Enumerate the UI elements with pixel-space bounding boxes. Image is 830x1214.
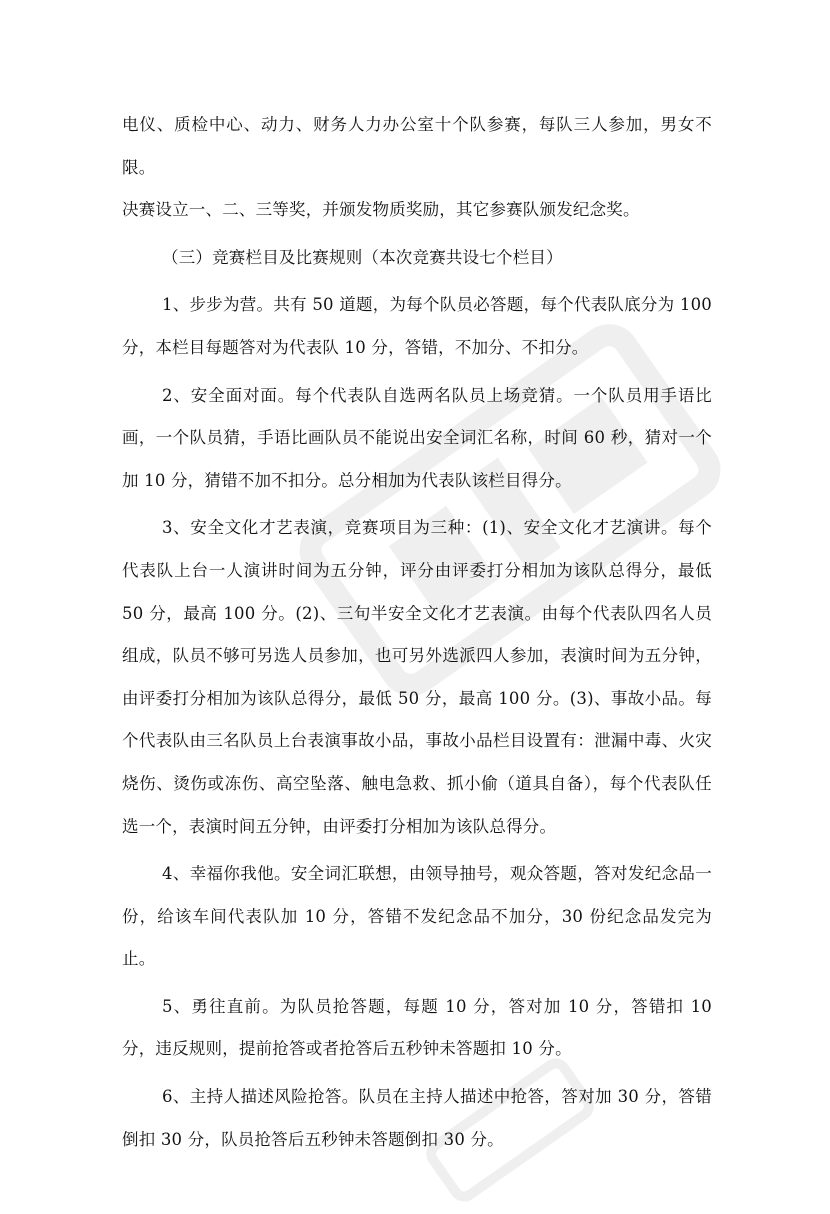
rule-item-1: 1、步步为营。共有 50 道题，为每个队员必答题，每个代表队底分为 100 分，本栏目每题答对为代表队 10 分，答错，不加分、不扣分。 [122, 295, 712, 357]
document-body [122, 104, 712, 1161]
rule-item-4: 4、幸福你我他。安全词汇联想，由领导抽号，观众答题，答对发纪念品一份，给该车间代表队加 10 分，答错不发纪念品不加分，30 份纪念品发完为止。 [122, 864, 712, 969]
rule-item-5: 5、勇往直前。为队员抢答题，每题 10 分，答对加 10 分，答错扣 10 分，违反规则，提前抢答或者抢答后五秒钟未答题扣 10 分。 [122, 996, 712, 1059]
rule-item-2: 2、安全面对面。每个代表队自选两名队员上场竞猜。一个队员用手语比画，一个队员猜，手语比画队员不能说出安全词汇名称，时间 60 秒，猜对一个加 10 分，猜错不加不扣分。总分相加为代表队该栏目得分。 [122, 385, 712, 490]
intro-line-2: 决赛设立一、二、三等奖，并颁发物质奖励，其它参赛队颁发纪念奖。 [122, 200, 640, 220]
rule-item-6: 6、主持人描述风险抢答。队员在主持人描述中抢答，答对加 30 分，答错倒扣 30 分，队员抢答后五秒钟未答题倒扣 30 分。 [122, 1087, 712, 1149]
rule-item-3: 3、安全文化才艺表演，竞赛项目为三种：(1)、安全文化才艺演讲。每个代表队上台一人演讲时间为五分钟，评分由评委打分相加为该队总得分，最低 50 分，最高 100 分。(2)、三句半安全文化才艺表演。由每个代表队四名人员组成，队员不够可另选人员参加，也可另外选派四人参加，表演时间为五分钟，由评委打分相加为该队总得分，最低 50 分，最高 100 分。(3)、事故小品。每个代表队由三名队员上台表演事故小品，事故小品栏目设置有：泄漏中毒、火灾烧伤、烫伤或冻伤、高空坠落、触电急救、抓小偷（道具自备），每个代表队任选一个，表演时间五分钟，由评委打分相加为该队总得分。 [122, 518, 712, 836]
intro-line-1: 电仪、质检中心、动力、财务人力办公室十个队参赛，每队三人参加，男女不限。 [122, 115, 712, 177]
section-heading: （三）竞赛栏目及比赛规则（本次竞赛共设七个栏目） [162, 247, 563, 267]
